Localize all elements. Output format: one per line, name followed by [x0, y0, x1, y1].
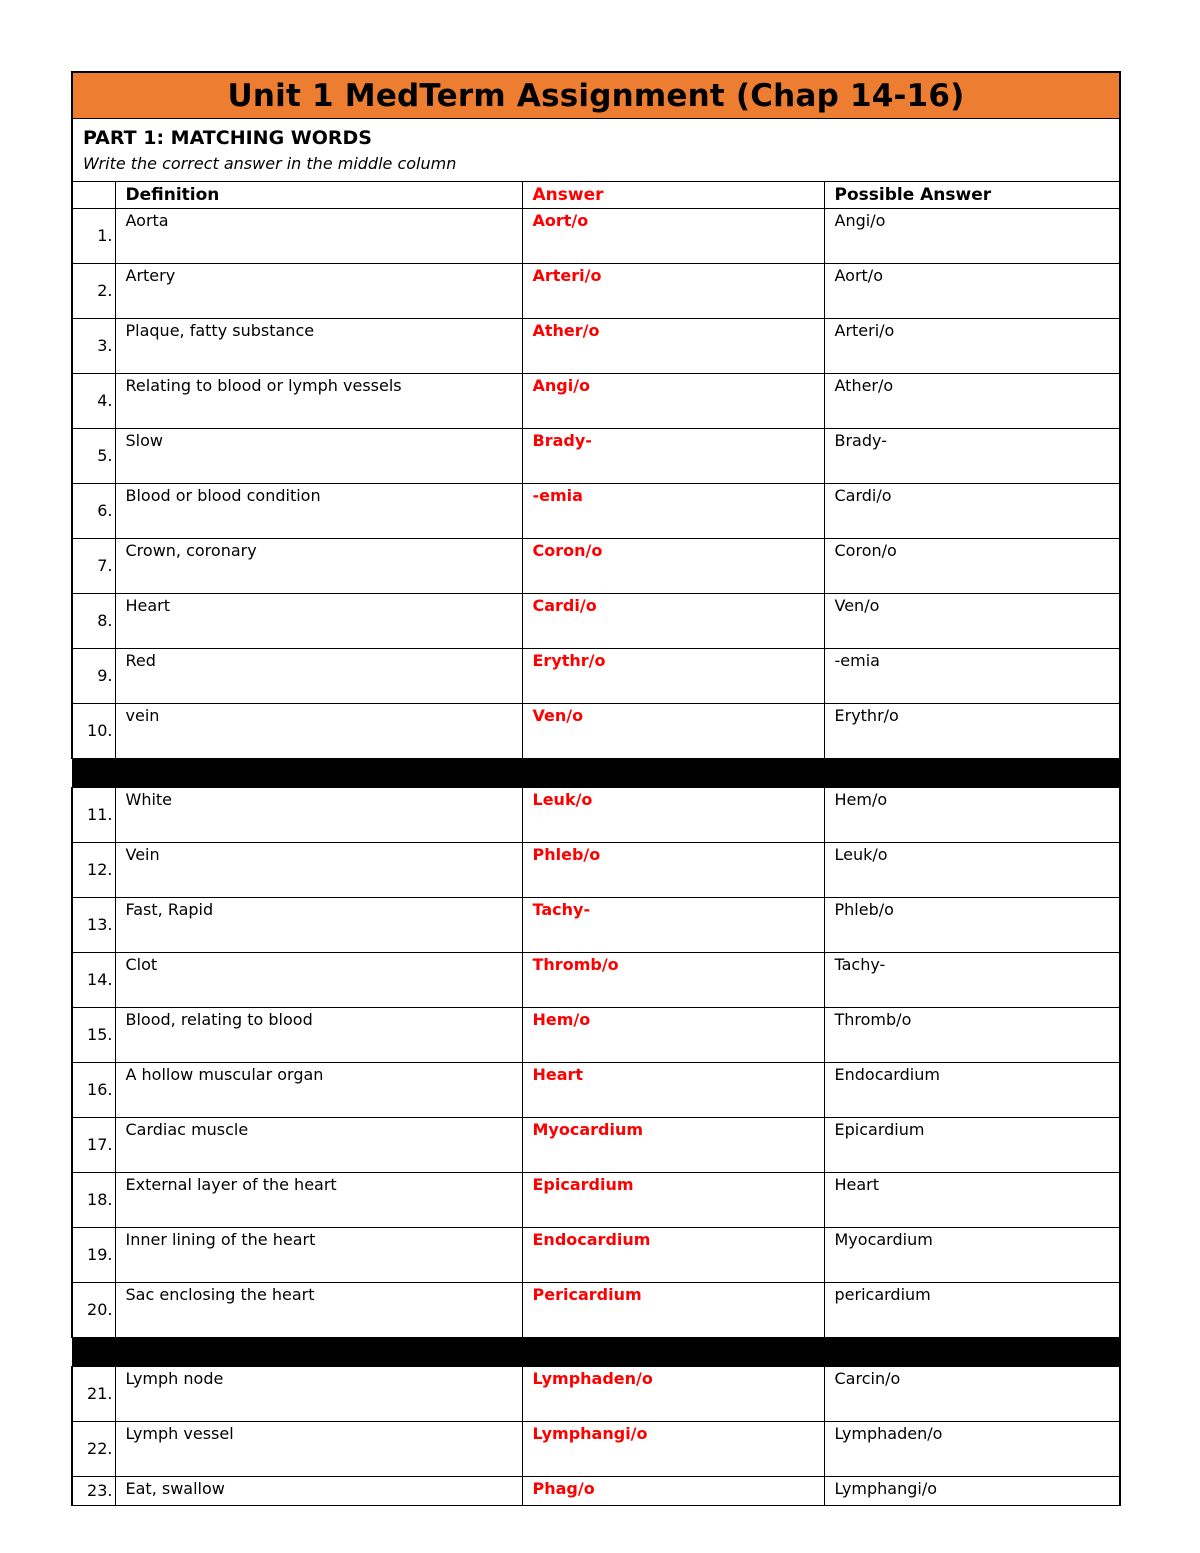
- row-definition: Plaque, fatty substance: [115, 319, 522, 374]
- row-number: 22.: [72, 1422, 115, 1477]
- table-row: [72, 1063, 1120, 1118]
- row-answer[interactable]: Phleb/o: [522, 843, 824, 898]
- row-number: 17.: [72, 1118, 115, 1173]
- row-number: 10.: [72, 704, 115, 759]
- row-definition: Aorta: [115, 209, 522, 264]
- row-possible-answer: Angi/o: [824, 209, 1120, 264]
- table-row: [72, 484, 1120, 539]
- table-row: [72, 1283, 1120, 1338]
- table-row: [72, 1228, 1120, 1283]
- row-definition: A hollow muscular organ: [115, 1063, 522, 1118]
- row-answer[interactable]: Brady-: [522, 429, 824, 484]
- row-number: 11.: [72, 788, 115, 843]
- row-definition: Blood or blood condition: [115, 484, 522, 539]
- table-row: [72, 1173, 1120, 1228]
- row-possible-answer: Lymphaden/o: [824, 1422, 1120, 1477]
- table-row: [72, 704, 1120, 759]
- table-row: [72, 1367, 1120, 1422]
- row-answer[interactable]: Thromb/o: [522, 953, 824, 1008]
- row-number: 15.: [72, 1008, 115, 1063]
- row-definition: vein: [115, 704, 522, 759]
- row-definition: Lymph node: [115, 1367, 522, 1422]
- row-possible-answer: Myocardium: [824, 1228, 1120, 1283]
- row-definition: Slow: [115, 429, 522, 484]
- table-row: [72, 1118, 1120, 1173]
- row-answer[interactable]: Ven/o: [522, 704, 824, 759]
- row-number: 2.: [72, 264, 115, 319]
- row-possible-answer: Erythr/o: [824, 704, 1120, 759]
- table-row: [72, 1422, 1120, 1477]
- row-answer[interactable]: Hem/o: [522, 1008, 824, 1063]
- row-answer[interactable]: Endocardium: [522, 1228, 824, 1283]
- row-definition: Red: [115, 649, 522, 704]
- row-definition: Relating to blood or lymph vessels: [115, 374, 522, 429]
- row-number: 4.: [72, 374, 115, 429]
- row-number: 6.: [72, 484, 115, 539]
- row-possible-answer: Brady-: [824, 429, 1120, 484]
- table-row: [72, 264, 1120, 319]
- row-number: 18.: [72, 1173, 115, 1228]
- row-possible-answer: Epicardium: [824, 1118, 1120, 1173]
- row-possible-answer: Thromb/o: [824, 1008, 1120, 1063]
- row-definition: Clot: [115, 953, 522, 1008]
- row-definition: Crown, coronary: [115, 539, 522, 594]
- part-header: [71, 119, 1121, 181]
- row-definition: Fast, Rapid: [115, 898, 522, 953]
- row-number: 23.: [72, 1477, 115, 1506]
- row-number: 21.: [72, 1367, 115, 1422]
- row-possible-answer: Coron/o: [824, 539, 1120, 594]
- table-row: [72, 539, 1120, 594]
- header-answer: Answer: [522, 182, 824, 209]
- row-definition: Eat, swallow: [115, 1477, 522, 1506]
- row-answer[interactable]: Phag/o: [522, 1477, 824, 1506]
- row-possible-answer: Phleb/o: [824, 898, 1120, 953]
- row-number: 5.: [72, 429, 115, 484]
- row-answer[interactable]: Lymphaden/o: [522, 1367, 824, 1422]
- row-possible-answer: -emia: [824, 649, 1120, 704]
- page-title: Unit 1 MedTerm Assignment (Chap 14-16): [71, 71, 1121, 119]
- row-answer[interactable]: Heart: [522, 1063, 824, 1118]
- row-answer[interactable]: Aort/o: [522, 209, 824, 264]
- row-possible-answer: Leuk/o: [824, 843, 1120, 898]
- header-num-cell: [72, 182, 115, 209]
- row-answer[interactable]: Tachy-: [522, 898, 824, 953]
- row-number: 1.: [72, 209, 115, 264]
- table-row: [72, 319, 1120, 374]
- row-definition: Cardiac muscle: [115, 1118, 522, 1173]
- row-answer[interactable]: Leuk/o: [522, 788, 824, 843]
- row-possible-answer: Ven/o: [824, 594, 1120, 649]
- section-divider: [72, 759, 1120, 788]
- table-row: [72, 788, 1120, 843]
- row-definition: Inner lining of the heart: [115, 1228, 522, 1283]
- section-divider: [72, 1338, 1120, 1367]
- row-number: 7.: [72, 539, 115, 594]
- matching-table: [71, 181, 1121, 1506]
- row-possible-answer: Arteri/o: [824, 319, 1120, 374]
- row-answer[interactable]: Cardi/o: [522, 594, 824, 649]
- row-definition: Lymph vessel: [115, 1422, 522, 1477]
- row-answer[interactable]: Ather/o: [522, 319, 824, 374]
- table-row: [72, 649, 1120, 704]
- row-possible-answer: Ather/o: [824, 374, 1120, 429]
- table-row: [72, 374, 1120, 429]
- row-answer[interactable]: Pericardium: [522, 1283, 824, 1338]
- header-definition: Definition: [115, 182, 522, 209]
- row-number: 20.: [72, 1283, 115, 1338]
- header-row: [72, 182, 1120, 209]
- row-number: 14.: [72, 953, 115, 1008]
- part-title: PART 1: MATCHING WORDS: [83, 127, 372, 149]
- table-row: [72, 594, 1120, 649]
- row-definition: External layer of the heart: [115, 1173, 522, 1228]
- row-answer[interactable]: -emia: [522, 484, 824, 539]
- row-number: 3.: [72, 319, 115, 374]
- row-possible-answer: Lymphangi/o: [824, 1477, 1120, 1506]
- table-row: [72, 1477, 1120, 1506]
- table-row: [72, 843, 1120, 898]
- row-answer[interactable]: Lymphangi/o: [522, 1422, 824, 1477]
- assignment-sheet: [71, 71, 1121, 1506]
- row-possible-answer: Tachy-: [824, 953, 1120, 1008]
- row-number: 9.: [72, 649, 115, 704]
- row-number: 13.: [72, 898, 115, 953]
- table-row: [72, 209, 1120, 264]
- row-possible-answer: Hem/o: [824, 788, 1120, 843]
- row-definition: Vein: [115, 843, 522, 898]
- row-answer[interactable]: Arteri/o: [522, 264, 824, 319]
- row-number: 12.: [72, 843, 115, 898]
- row-number: 8.: [72, 594, 115, 649]
- row-possible-answer: Heart: [824, 1173, 1120, 1228]
- row-possible-answer: Carcin/o: [824, 1367, 1120, 1422]
- table-row: [72, 429, 1120, 484]
- row-answer[interactable]: Coron/o: [522, 539, 824, 594]
- row-answer[interactable]: Epicardium: [522, 1173, 824, 1228]
- row-answer[interactable]: Angi/o: [522, 374, 824, 429]
- table-row: [72, 1008, 1120, 1063]
- row-possible-answer: Cardi/o: [824, 484, 1120, 539]
- row-answer[interactable]: Erythr/o: [522, 649, 824, 704]
- row-possible-answer: pericardium: [824, 1283, 1120, 1338]
- section-divider-bar: [72, 759, 1120, 788]
- header-possible-answer: Possible Answer: [824, 182, 1120, 209]
- row-definition: Sac enclosing the heart: [115, 1283, 522, 1338]
- row-definition: White: [115, 788, 522, 843]
- row-answer[interactable]: Myocardium: [522, 1118, 824, 1173]
- row-number: 16.: [72, 1063, 115, 1118]
- part-instruction: Write the correct answer in the middle column: [83, 154, 457, 173]
- table-row: [72, 953, 1120, 1008]
- row-possible-answer: Aort/o: [824, 264, 1120, 319]
- row-definition: Artery: [115, 264, 522, 319]
- row-possible-answer: Endocardium: [824, 1063, 1120, 1118]
- row-definition: Heart: [115, 594, 522, 649]
- table-row: [72, 898, 1120, 953]
- row-number: 19.: [72, 1228, 115, 1283]
- row-definition: Blood, relating to blood: [115, 1008, 522, 1063]
- section-divider-bar: [72, 1338, 1120, 1367]
